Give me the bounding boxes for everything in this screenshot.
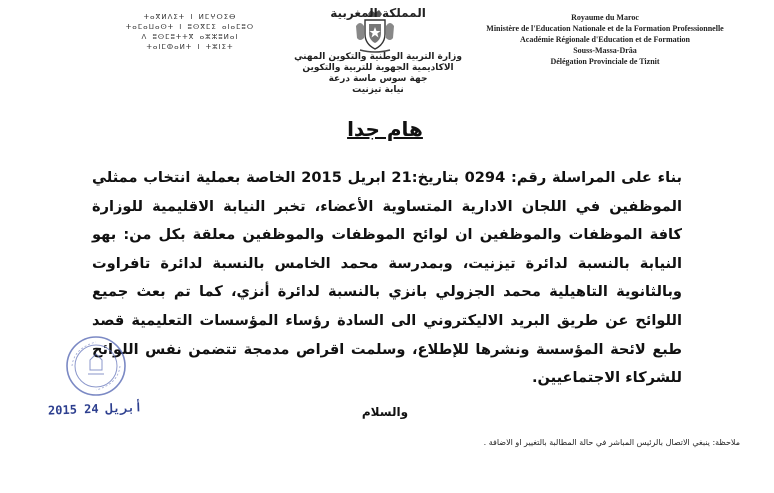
header-fr-academy: Académie Régionale d'Education et de Formation bbox=[520, 35, 690, 44]
header-ar-kingdom: المملكة المغربية bbox=[330, 6, 426, 20]
footer-note: ملاحظة: ينبغي الاتصال بالرئيس المباشر في حالة المطالبة بالتغيير او الاضافة . bbox=[483, 438, 740, 447]
header-tif-line3: ⴷ ⵓⵙⵎⵓⵜⵜⴳ ⴰⵣⵣⵓⵍⴰⵏ bbox=[141, 33, 239, 41]
document-body: بناء على المراسلة رقم: 0294 بتاريخ:21 ابريل 2015 الخاصة بعملية انتخاب ممثلي الموظفين في اللجان الادارية المتساوية الأعضاء، تخبر النيابة الاقليمية للوزارة كافة الموظفات والموظفين ان لوائح الموظفات والموظفين معلقة بكل من: بهو النيابة بالنسبة لدائرة تيزنيت، وبمدرسة محمد الخامس بالنسبة لدائرة تافراوت وبالثانوية التاهيلية محمد الجزولي بانزي بالنسبة لدائرة أنزي، كما تم بعث جميع اللوائح عن طريق البريد الاليكتروني الى السادة رؤساء المؤسسات التعليمية قصد طبع لائحة المؤسسة ونشرها للإطلاع، وسلمت اقراص مدمجة تتضمن نفس اللوائح للشركاء الاجتماعيين. bbox=[92, 169, 683, 387]
official-seal-icon bbox=[64, 334, 128, 398]
header-tifinagh bbox=[100, 12, 280, 52]
header-ar-academy: الاكاديمية الجهوية للتربية والتكوين bbox=[302, 63, 454, 73]
date-stamp: 2015 أبريل 24 bbox=[47, 400, 143, 418]
closing-salutation: والسلام bbox=[361, 405, 409, 419]
header-ar-region: جهة سوس ماسة درعة bbox=[328, 74, 428, 84]
header-ar-ministry: وزارة التربية الوطنية والتكوين المهني bbox=[294, 52, 462, 62]
header-fr-kingdom: Royaume du Maroc bbox=[571, 13, 639, 22]
emblem-spacer bbox=[278, 20, 478, 52]
header-fr-region: Souss-Massa-Drâa bbox=[573, 46, 637, 55]
header-ar-delegation: نيابة تيزنيت bbox=[352, 85, 404, 95]
header-tif-line1: ⵜⴰⴳⵍⴷⵉⵜ ⵏ ⵍⵎⵖⵔⵉⴱ bbox=[143, 13, 237, 21]
header-arabic bbox=[278, 6, 478, 96]
header-tif-line4: ⵜⴰⵏⵎⵀⴰⵍⵜ ⵏ ⵜⵣⵏⵉⵜ bbox=[146, 43, 234, 51]
header-french bbox=[470, 12, 740, 67]
header-fr-ministry: Ministère de l'Education Nationale et de la Formation Professionnelle bbox=[486, 24, 724, 33]
document-title: هام جدا bbox=[347, 117, 423, 141]
header-fr-delegation: Délégation Provinciale de Tiznit bbox=[550, 57, 660, 66]
header-tif-line2: ⵜⴰⵎⴰⵡⴰⵙⵜ ⵏ ⵓⵙⴳⵎⵉ ⴰⵏⴰⵎⵓⵔ bbox=[125, 23, 255, 31]
